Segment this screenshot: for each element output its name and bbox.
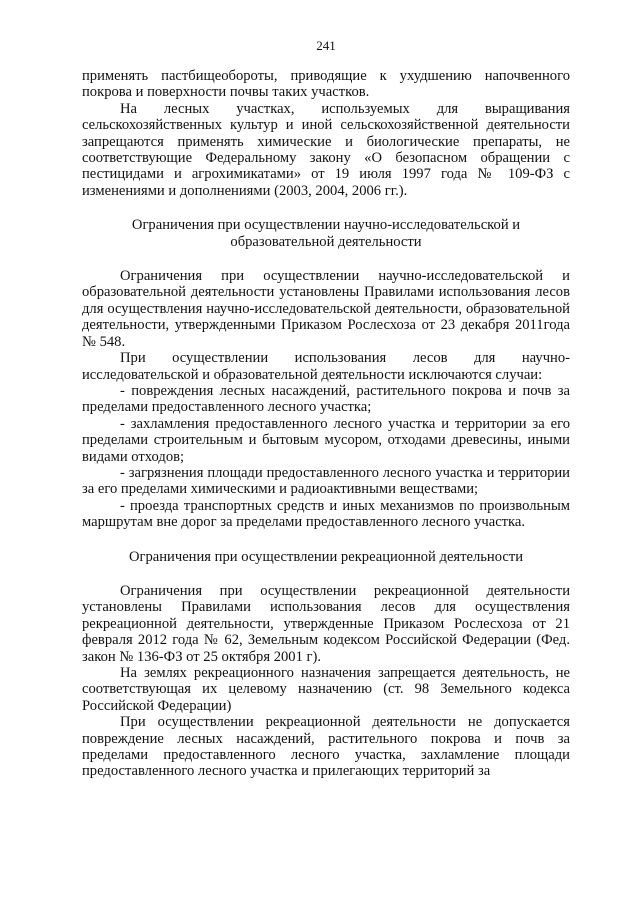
section-heading-research: Ограничения при осуществлении научно-исследовательской и образовательной деятельности	[131, 217, 521, 250]
paragraph: применять пастбищеобороты, приводящие к ухудшению напочвенного покрова и поверхности почвы таких участков.	[82, 68, 570, 101]
paragraph: На землях рекреационного назначения запрещается деятельность, не соответствующая их целевому назначению (ст. 98 Земельного кодекса Российской Федерации)	[82, 665, 570, 714]
list-item: - загрязнения площади предоставленного лесного участка и территории за его пределами химическими и радиоактивными веществами;	[82, 464, 570, 498]
paragraph: На лесных участках, используемых для выращивания сельскохозяйственных культур и иной сельскохозяйственной деятельности запрещаются применять химические и биологические препараты, не соответствующие Федеральному закону «О безопасном обращении с пестицидами и агрохимикатами» от 19 июля 1997 года № 109-ФЗ с изменениями и дополнениями (2003, 2004, 2006 гг.).	[82, 100, 570, 199]
paragraph: При осуществлении рекреационной деятельности не допускается повреждение лесных насаждений, растительного покрова и почв за пределами предоставленного лесного участка, захламление площади предоставленного лесного участка и прилегающих территорий за	[82, 714, 570, 780]
paragraph: Ограничения при осуществлении рекреационной деятельности установлены Правилами использования лесов для осуществления рекреационной деятельности, утвержденные Приказом Рослесхоза от 21 февраля 2012 года № 62, Земельным кодексом Российской Федерации (Фед. закон № 136-ФЗ от 25 октября 2001 г).	[82, 582, 570, 665]
page-number: 241	[316, 38, 336, 53]
list-item: - повреждения лесных насаждений, растительного покрова и почв за пределами предоставленного лесного участка;	[82, 382, 570, 416]
paragraph: Ограничения при осуществлении научно-исследовательской и образовательной деятельности установлены Правилами использования лесов для осуществления научно-исследовательской деятельности, образовательной деятельности, утвержденными Приказом Рослесхоза от 23 декабря 2011года № 548.	[82, 268, 570, 350]
document-body	[82, 68, 570, 780]
section-heading-recreation: Ограничения при осуществлении рекреационной деятельности	[128, 548, 524, 565]
list-item: - захламления предоставленного лесного участка и территории за его пределами строительным и бытовым мусором, отходами древесины, иными видами отходов;	[82, 415, 570, 465]
list-item: - проезда транспортных средств и иных механизмов по произвольным маршрутам вне дорог за пределами предоставленного лесного участка.	[82, 497, 570, 531]
paragraph: При осуществлении использования лесов для научно-исследовательской и образовательной деятельности исключаются случаи:	[82, 350, 570, 383]
